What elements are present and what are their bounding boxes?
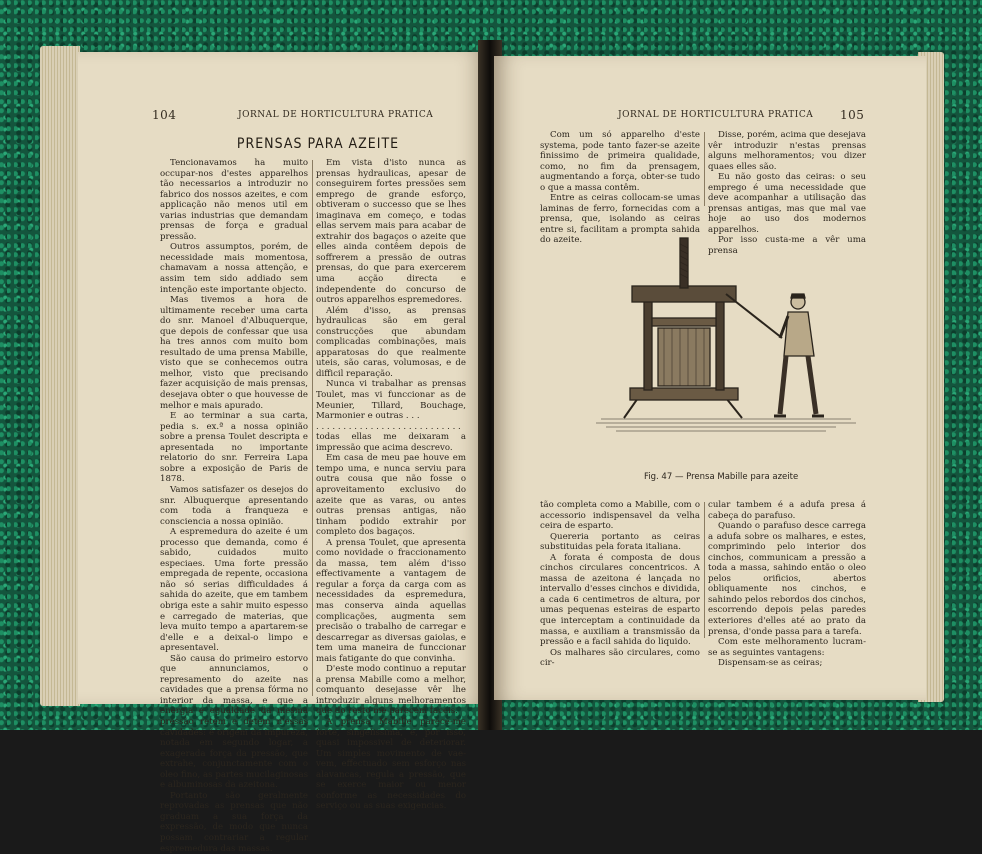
left-page-number: 104 bbox=[152, 108, 177, 122]
ellipsis-line: . . . . . . . . . . . . . . . . . . . . . . . . . . . bbox=[316, 421, 461, 432]
paragraph: Tencionavamos ha muito occupar-nos d'estes apparelhos tão necessarios a introduzir no fabrico dos nossos azeites, e com applicação não menos util em varias industrias que demandam prensas de força e gradual pressão. bbox=[160, 158, 308, 242]
paragraph: tão completa como a Mabille, com o accessorio indispensavel da velha ceira de esparto. bbox=[540, 500, 700, 532]
paragraph: cular tambem é a adufa presa á cabeça do parafuso. bbox=[708, 500, 866, 521]
right-page-number: 105 bbox=[840, 108, 865, 122]
paragraph: Portanto são geralmente reprovadas as prensas que não graduam a sua força da expressão, de modo que nunca possam contrariar a regular espremedura das massas. bbox=[160, 790, 308, 854]
left-column-1 bbox=[160, 158, 308, 854]
right-column-2-bottom bbox=[708, 500, 866, 669]
olive-oil-press-illustration bbox=[586, 228, 866, 446]
paragraph: Mas tivemos a hora de ultimamente receber uma carta do snr. Manoel d'Albuquerque, que depois de confessar que usa ha tres annos com muito bom resultado de uma prensa Mabille, visto que se conhecemos outra melhor, visto que precisando fazer acquisição de mais prensas, desejava obter o que houvesse de melhor e mais apurado. bbox=[160, 295, 308, 411]
paragraph: Além d'isso, as prensas hydraulicas são em geral construcções que abundam complicadas combinações, mais apparatosas do que realmente uteis, são caras, volumosas, e de difficil reparação. bbox=[316, 305, 466, 379]
column-rule bbox=[312, 160, 313, 696]
page-edges-left bbox=[40, 46, 80, 706]
article-title: PRENSAS PARA AZEITE bbox=[236, 136, 400, 152]
paragraph: A espremedura do azeite é um processo que demanda, como é sabido, cuidados muito especiaes. Uma forte pressão empregada de repente, occasiona não só serias difficuldades á sahida do azeite, que em tambem obriga este a sahir muito espesso e carregado de materias, que leva muito tempo a apartarem-se d'elle e a deixal-o limpo e apresentavel. bbox=[160, 527, 308, 654]
paragraph: Nunca vi trabalhar as prensas Toulet, mas vi funccionar as de Meunier, Tillard, Bouchage, Marmonier e outras . . . bbox=[316, 379, 466, 422]
paragraph: Com este melhoramento lucram-se as seguintes vantagens: bbox=[708, 637, 866, 658]
paragraph: Eu não gosto das ceiras: o seu emprego é uma necessidade que deve acompanhar a utilisação das prensas antigas, mas que mal vae hoje ao uso dos modernos apparelhos. bbox=[708, 172, 866, 235]
right-running-head: JORNAL DE HORTICULTURA PRATICA bbox=[618, 110, 814, 120]
left-page bbox=[78, 52, 486, 854]
paragraph: Em casa de meu pae houve em tempo uma, e nunca serviu para outra cousa que não fosse o aproveitamento exclusivo do azeite que as varas, ou antes outras prensas antigas, não tinham podido extrahir por completo dos bagaços. bbox=[316, 453, 466, 538]
paragraph: A prensa Mabille parece-me forte, singelissima, e, por isso, quasi impossivel de deteriorar. Um simples movimento de vae-vem, effectuado sem esforço nas alavancas, regula a pressão, que se exerce maior ou menor conforme as necessidades do serviço ou as suas exigencias. bbox=[316, 716, 466, 812]
paragraph: Outros assumptos, porém, de necessidade mais momentosa, chamavam a nossa attenção, e assim tem sido addiado sem intenção este importante objecto. bbox=[160, 242, 308, 295]
paragraph: D'este modo continuo a reputar a prensa Mabille como a melhor, comquanto desejasse vêr lhe introduzir alguns melhoramentos que do resto me parecem faceis. bbox=[316, 664, 466, 717]
left-running-head: JORNAL DE HORTICULTURA PRATICA bbox=[238, 110, 434, 120]
paragraph: São causa do primeiro estorvo que annunciamos, o represamento do azeite nas cavidades que a prensa fórma no interior da massa, e que a energia e egualdade da mesma pressão retem e detem n'essas cavidades: é origem da impureza, notada em segundo logar, a exagerada força da pressão, que extrahe, conjunctamente com o oleo fino, as partes mucilaginosas e albuminosas da azeitona. bbox=[160, 653, 308, 791]
paragraph: Quando o parafuso desce carrega a adufa sobre os malhares, e estes, comprimindo pelo interior dos cinchos, communicam a pressão a toda a massa, sahindo então o oleo pelos orificios, abertos obliquamente nos cinchos, e sahindo pelos rebordos dos cinchos, escorrendo depois pelas paredes exteriores d'elles até ao prato da prensa, d'onde passa para a tarefa. bbox=[708, 521, 866, 637]
column-rule bbox=[704, 502, 705, 638]
right-column-1-bottom bbox=[540, 500, 700, 669]
left-column-2 bbox=[316, 158, 466, 812]
paragraph: Por isso custa-me a vêr uma prensa bbox=[708, 235, 866, 257]
paragraph: A prensa Toulet, que apresenta como novidade o fraccionamento da massa, tem além d'isso effectivamente a vantagem de regular a força da carga com as necessidades da espremedura, mas conserva ainda aquellas complicações, augmenta sem precisão o trabalho de carregar e descarregar as diversas gaiolas, e tem uma maneira de funccionar mais fatigante do que convinha. bbox=[316, 537, 466, 664]
figure-caption: Fig. 47 — Prensa Mabille para azeite bbox=[644, 472, 799, 482]
paragraph: A forata é composta de dous cinchos circulares concentricos. A massa de azeitona é lançada no intervallo d'esses cinchos e dividida, a cada 6 centimetros de altura, por umas pequenas esteiras de esparto que interceptam a continuidade da massa, e auxiliam a transmissão da pressão e a facil sahida do liquido. bbox=[540, 552, 700, 648]
paragraph: Os malhares são circulares, como cir- bbox=[540, 647, 700, 669]
paragraph: Disse, porém, acima que desejava vêr introduzir n'estas prensas alguns melhoramentos; vou dizer quaes elles são. bbox=[708, 130, 866, 172]
paragraph: todas ellas me deixaram a impressão que acima descrevo. bbox=[316, 432, 466, 453]
right-page bbox=[494, 56, 926, 700]
paragraph: E ao terminar a sua carta, pedia s. ex.ª a nossa opinião sobre a prensa Toulet descripta e apresentada no importante relatorio do snr. Ferreira Lapa sobre a exposição de Paris de 1878. bbox=[160, 411, 308, 485]
paragraph: Vamos satisfazer os desejos do snr. Albuquerque apresentando com toda a franqueza e consciencia a nossa opinião. bbox=[160, 484, 308, 527]
paragraph: Quereria portanto as ceiras substituidas pela forata italiana. bbox=[540, 531, 700, 553]
paragraph: Em vista d'isto nunca as prensas hydraulicas, apesar de conseguirem fortes pressões sem emprego de grande esforço, obtiveram o successo que se lhes imaginava em começo, e todas ellas servem mais para acabar de extrahir dos bagaços o azeite que elles ainda contêem depois de soffrerem a pressão de outras prensas, do que para exercerem uma acção directa e independente do concurso de outros apparelhos espremedores. bbox=[316, 158, 466, 306]
paragraph: Dispensam-se as ceiras; bbox=[718, 658, 823, 669]
paragraph: Com um só apparelho d'este systema, pode tanto fazer-se azeite finissimo de primeira qualidade, como, no fim da prensagem, augmentando a força, obter-se tudo o que a massa contêm. bbox=[540, 130, 700, 193]
column-rule bbox=[704, 132, 705, 206]
paragraph: Entre as ceiras collocam-se umas laminas de ferro, fornecidas com a prensa, que, isolando as ceiras entre si, facilitam a prompta sahida do azeite. bbox=[540, 193, 700, 246]
